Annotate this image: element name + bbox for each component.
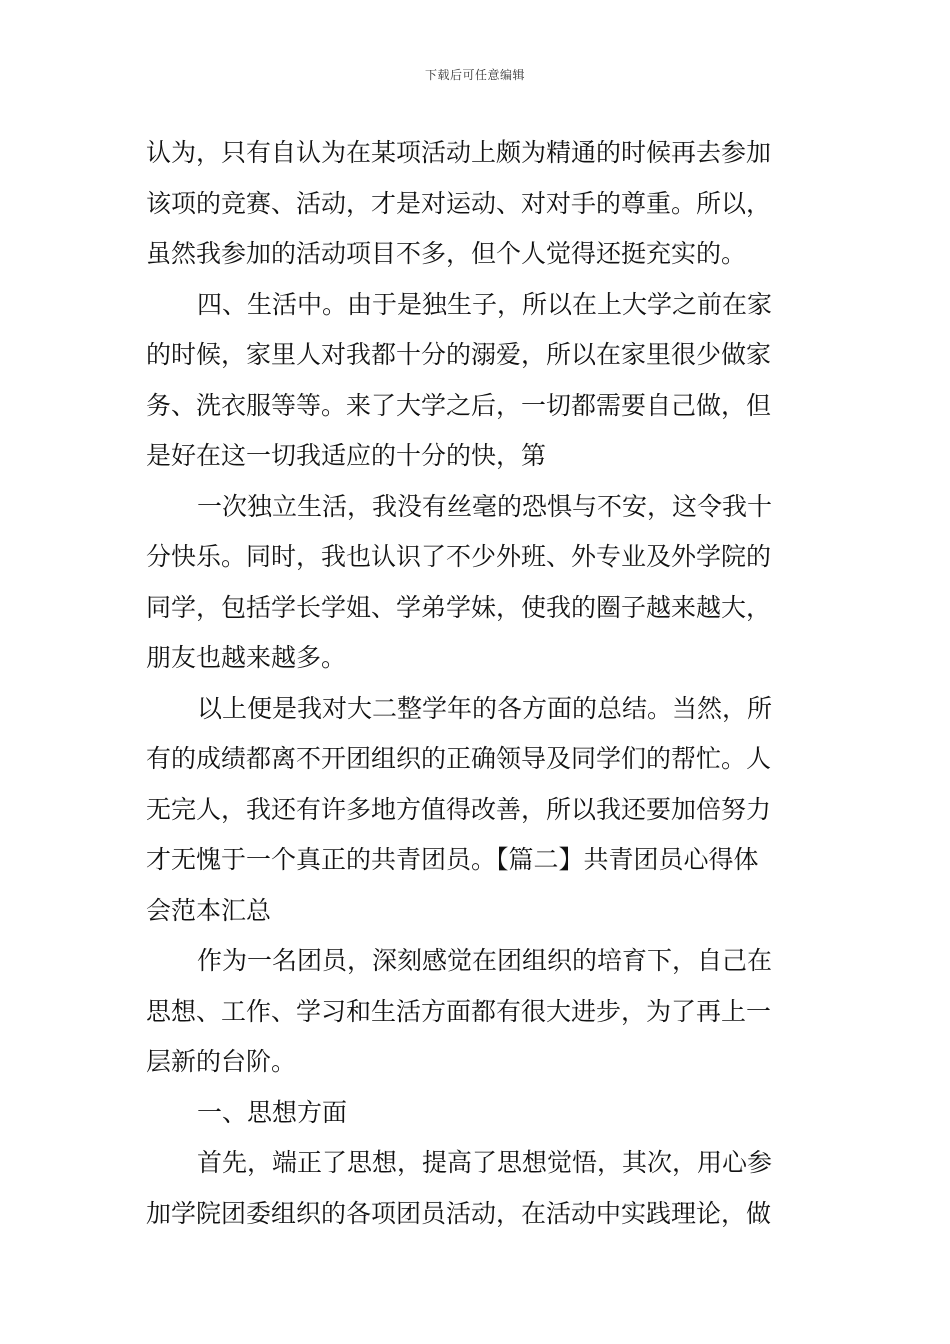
text-line: 一次独立生活，我没有丝毫的恐惧与不安，这令我十: [197, 491, 773, 521]
text-line: 同学，包括学长学姐、学弟学妹，使我的圈子越来越大，: [146, 592, 772, 622]
text-line: 作为一名团员，深刻感觉在团组织的培育下，自己在: [197, 946, 773, 975]
text-line: 才无愧于一个真正的共青团员。【篇二】共青团员心得体: [146, 845, 759, 874]
page-header: 下载后可任意编辑: [424, 68, 525, 82]
text-line: 会范本汇总: [146, 895, 272, 925]
text-line: 首先，端正了思想，提高了思想觉悟，其次，用心参: [197, 1148, 773, 1177]
text-line: 层新的台阶。: [146, 1047, 297, 1076]
text-line: 四、生活中。由于是独生子，所以在上大学之前在家: [197, 289, 773, 319]
text-line: 朋友也越来越多。: [146, 643, 347, 672]
text-line: 一、思想方面: [197, 1097, 348, 1127]
text-line: 该项的竞赛、活动，才是对运动、对对手的尊重。所以，: [146, 188, 772, 218]
text-line: 虽然我参加的活动项目不多，但个人觉得还挺充实的。: [146, 239, 747, 268]
text-line: 以上便是我对大二整学年的各方面的总结。当然，所: [197, 693, 773, 723]
text-line: 务、洗衣服等等。来了大学之后，一切都需要自己做，但: [146, 390, 772, 420]
text-line: 分快乐。同时，我也认识了不少外班、外专业及外学院的: [146, 542, 772, 571]
text-line: 加学院团委组织的各项团员活动，在活动中实践理论，做: [146, 1198, 772, 1228]
text-line: 的时候，家里人对我都十分的溺爱，所以在家里很少做家: [146, 340, 772, 369]
text-line: 是好在这一切我适应的十分的快，第: [146, 441, 547, 470]
text-line: 无完人，我还有许多地方值得改善，所以我还要加倍努力: [146, 794, 772, 824]
text-line: 思想、工作、学习和生活方面都有很大进步，为了再上一: [146, 996, 772, 1026]
text-line: 认为，只有自认为在某项活动上颇为精通的时候再去参加: [146, 138, 772, 167]
document-body: [146, 128, 810, 1239]
text-line: 有的成绩都离不开团组织的正确领导及同学们的帮忙。人: [146, 744, 772, 773]
